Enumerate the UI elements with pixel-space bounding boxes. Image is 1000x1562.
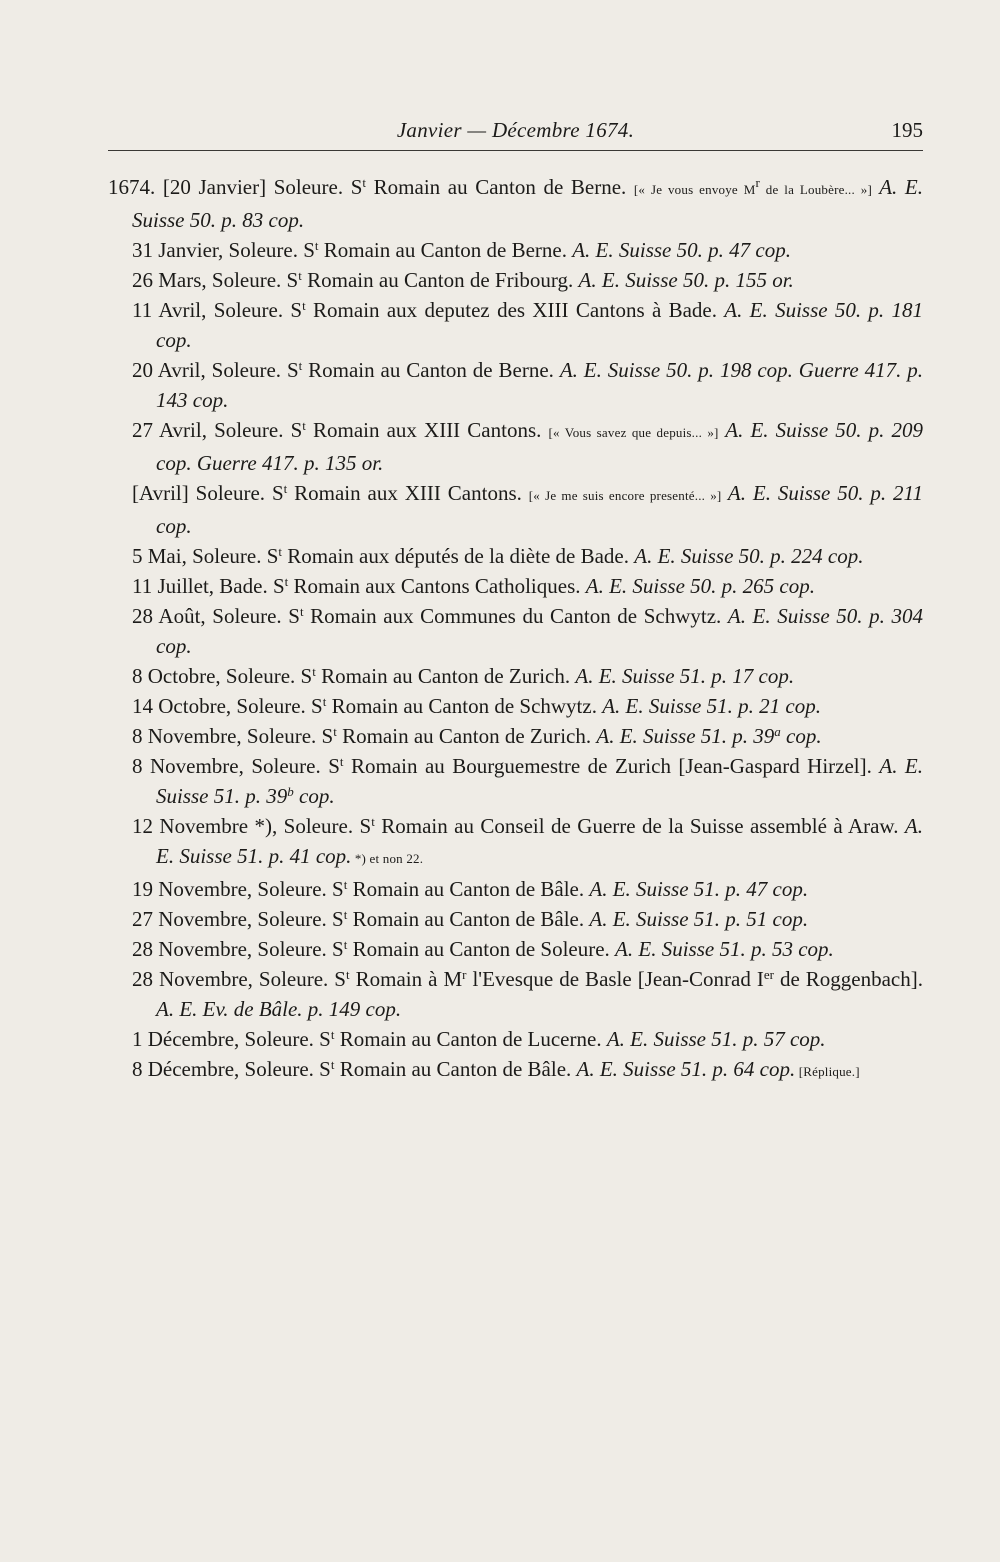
list-item: 28 Novembre, Soleure. $S^t$ Romain à $M^r$ l'Evesque de Basle [Jean-Conrad Ier de Roggenbach]. A. E. Ev. de Bâle. p. 149 cop. <box>132 967 923 1021</box>
list-item: 11 Avril, Soleure. $S^t$ Romain aux deputez des XIII Cantons à Bade. A. E. Suisse 50. p. 181 cop. <box>132 298 923 352</box>
list-item: 12 Novembre *), Soleure. $S^t$ Romain au Conseil de Guerre de la Suisse assemblé à Araw. A. E. Suisse 51. p. 41 cop. *) et non 22. <box>132 814 923 868</box>
list-item: 1674. [20 Janvier] Soleure. $S^t$ Romain au Canton de Berne. [« Je vous envoye $M^r$ de la Loubère... »] A. E. Suisse 50. p. 83 cop. <box>108 175 923 232</box>
list-item: 28 Août, Soleure. $S^t$ Romain aux Communes du Canton de Schwytz. A. E. Suisse 50. p. 304 cop. <box>132 604 923 658</box>
running-title: Janvier — Décembre 1674. <box>396 118 635 142</box>
list-item: 20 Avril, Soleure. $S^t$ Romain au Canton de Berne. A. E. Suisse 50. p. 198 cop. Guerre 417. p. 143 cop. <box>132 358 923 412</box>
list-item: 26 Mars, Soleure. $S^t$ Romain au Canton de Fribourg. A. E. Suisse 50. p. 155 or. <box>132 268 794 292</box>
page-header <box>108 116 923 151</box>
list-item: 14 Octobre, Soleure. $S^t$ Romain au Canton de Schwytz. A. E. Suisse 51. p. 21 cop. <box>132 694 821 718</box>
list-item: 11 Juillet, Bade. $S^t$ Romain aux Cantons Catholiques. A. E. Suisse 50. p. 265 cop. <box>132 574 815 598</box>
list-item: 27 Novembre, Soleure. $S^t$ Romain au Canton de Bâle. A. E. Suisse 51. p. 51 cop. <box>132 907 809 931</box>
list-item: 8 Décembre, Soleure. $S^t$ Romain au Canton de Bâle. A. E. Suisse 51. p. 64 cop. [Réplique.] <box>132 1057 860 1081</box>
list-item: 27 Avril, Soleure. $S^t$ Romain aux XIII Cantons. [« Vous savez que depuis... »] A. E. Suisse 50. p. 209 cop. Guerre 417. p. 135 or. <box>132 418 923 475</box>
list-item: 28 Novembre, Soleure. $S^t$ Romain au Canton de Soleure. A. E. Suisse 51. p. 53 cop. <box>132 937 834 961</box>
list-item: 8 Novembre, Soleure. $S^t$ Romain au Canton de Zurich. A. E. Suisse 51. p. 39$^a$ cop. <box>132 724 822 748</box>
list-item: 8 Octobre, Soleure. $S^t$ Romain au Canton de Zurich. A. E. Suisse 51. p. 17 cop. <box>132 664 795 688</box>
list-item: 8 Novembre, Soleure. $S^t$ Romain au Bourguemestre de Zurich [Jean-Gaspard Hirzel]. A. E. Suisse 51. p. 39$^b$ cop. <box>132 754 924 808</box>
list-item: 5 Mai, Soleure. $S^t$ Romain aux députés de la diète de Bade. A. E. Suisse 50. p. 224 cop. <box>132 544 864 568</box>
list-item: 19 Novembre, Soleure. $S^t$ Romain au Canton de Bâle. A. E. Suisse 51. p. 47 cop. <box>132 877 809 901</box>
list-item: 31 Janvier, Soleure. $S^t$ Romain au Canton de Berne. A. E. Suisse 50. p. 47 cop. <box>132 238 791 262</box>
page-number: 195 <box>891 118 923 142</box>
list-item: 1 Décembre, Soleure. $S^t$ Romain au Canton de Lucerne. A. E. Suisse 51. p. 57 cop. <box>132 1027 826 1051</box>
list-item: [Avril] Soleure. $S^t$ Romain aux XIII Cantons. [« Je me suis encore presenté... »] A. E. Suisse 50. p. 211 cop. <box>132 481 923 538</box>
entry-list <box>108 172 923 1087</box>
